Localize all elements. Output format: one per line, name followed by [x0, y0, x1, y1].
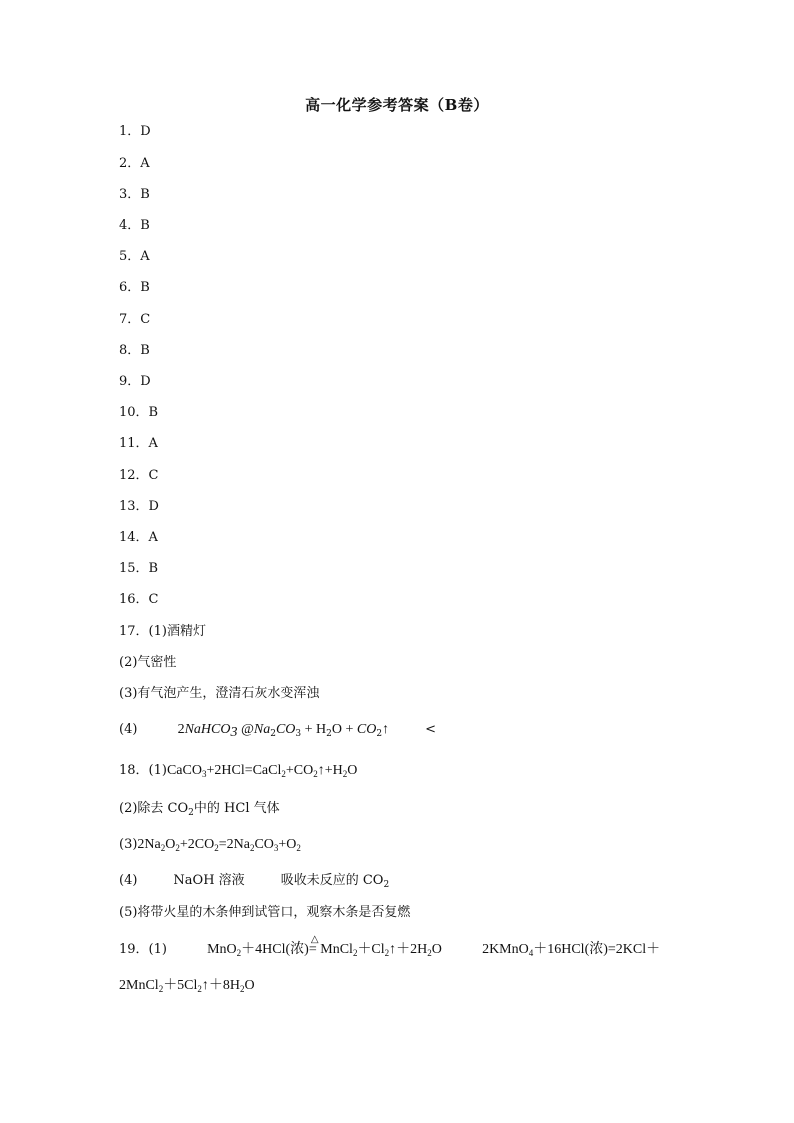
answer-item [119, 499, 159, 515]
answer-number: 4． [119, 218, 141, 233]
q17-equation: 2NaHCO$_3$ $@Na_2CO_3 + H_2O$ + $CO_2↑$ [177, 722, 390, 740]
answer-value: B [148, 561, 159, 576]
answer-item [119, 530, 158, 546]
answer-number: 12． [119, 468, 149, 483]
q18-part4: (4) NaOH 溶液 吸收未反应的 $CO_2$ [119, 873, 390, 890]
answer-value: B [140, 343, 150, 358]
answer-item [119, 343, 150, 359]
q19-part1: 19．(1) MnO$_2$＋4HCl(浓) △ = $MnCl_2+Cl_2↑+2H_2O$ 2KMnO$_4$＋16HCl(浓)=2KCl＋ [119, 934, 661, 958]
answer-number: 1． [119, 124, 141, 139]
answer-number: 5． [119, 249, 141, 264]
answer-value: C [148, 592, 159, 607]
answer-value: C [140, 312, 151, 327]
answer-item [119, 187, 150, 203]
q17-part1: 17．(1)酒精灯 [119, 624, 206, 639]
answer-number: 2． [119, 156, 141, 171]
answer-value: B [140, 280, 150, 295]
q17-part2: (2)气密性 [119, 655, 177, 670]
answer-item [119, 436, 158, 452]
answer-number: 16． [119, 592, 149, 607]
q17-part4: (4) 2NaHCO$_3$ $@Na_2CO_3 + H_2O$ + $CO_2↑$ < [119, 722, 437, 740]
answer-item [119, 312, 150, 328]
answer-number: 15． [119, 561, 149, 576]
answer-value: D [148, 499, 159, 514]
answer-value: C [148, 468, 159, 483]
answer-number: 7． [119, 312, 141, 327]
heat-condition: △ [310, 934, 319, 945]
page-title: 高一化学参考答案（B卷） [305, 96, 489, 114]
answer-item [119, 280, 150, 296]
answer-value: A [148, 436, 158, 451]
q17-part3: (3)有气泡产生，澄清石灰水变浑浊 [119, 686, 320, 701]
answer-value: B [148, 405, 159, 420]
answer-item [119, 592, 159, 608]
q19-equation2: 2KMnO$_4$＋16HCl(浓)=2KCl＋ [482, 942, 661, 958]
answer-value: B [140, 218, 150, 233]
answer-number: 10． [119, 405, 149, 420]
q19-equation1: MnO$_2$＋4HCl(浓) △ = $MnCl_2+Cl_2↑+2H_2O$ [207, 934, 442, 958]
q18-part1: 18．$(1)CaCO_3+2HCl=CaCl_2+CO_2↑+H_2O$ [119, 763, 358, 779]
answer-item [119, 405, 158, 421]
answer-value: D [140, 124, 151, 139]
answer-item [119, 124, 151, 140]
answer-number: 8． [119, 343, 141, 358]
answer-number: 6． [119, 280, 141, 295]
q18-part3: $(3)2Na_2O_2+2CO_2=2Na_2CO_3+O_2$ [119, 837, 301, 853]
answer-number: 3． [119, 187, 141, 202]
answer-value: A [148, 530, 158, 545]
answer-number: 9． [119, 374, 141, 389]
answer-item [119, 156, 150, 172]
answer-number: 13． [119, 499, 149, 514]
answer-item [119, 468, 159, 484]
q18-part5: (5)将带火星的木条伸到试管口，观察木条是否复燃 [119, 905, 411, 920]
answer-value: A [140, 156, 150, 171]
answer-value: D [140, 374, 151, 389]
answer-item [119, 561, 158, 577]
q18-equation1: $CaCO_3+2HCl=CaCl_2+CO_2↑+H_2O$ [166, 763, 358, 779]
answer-number: 14． [119, 530, 149, 545]
q18-part2: (2)除去 $CO_2$中的 HCl 气体 [119, 801, 280, 818]
answer-number: 11． [119, 436, 149, 451]
q19-part1-cont: $2MnCl_2+5Cl_2↑+8H_2O$ [119, 978, 255, 994]
answer-value: A [140, 249, 150, 264]
answer-value: B [140, 187, 150, 202]
answer-item [119, 218, 150, 234]
answer-item [119, 374, 151, 390]
q18-equation3: $2Na_2O_2+2CO_2=2Na_2CO_3+O_2$ [137, 837, 301, 853]
answer-item [119, 249, 150, 265]
